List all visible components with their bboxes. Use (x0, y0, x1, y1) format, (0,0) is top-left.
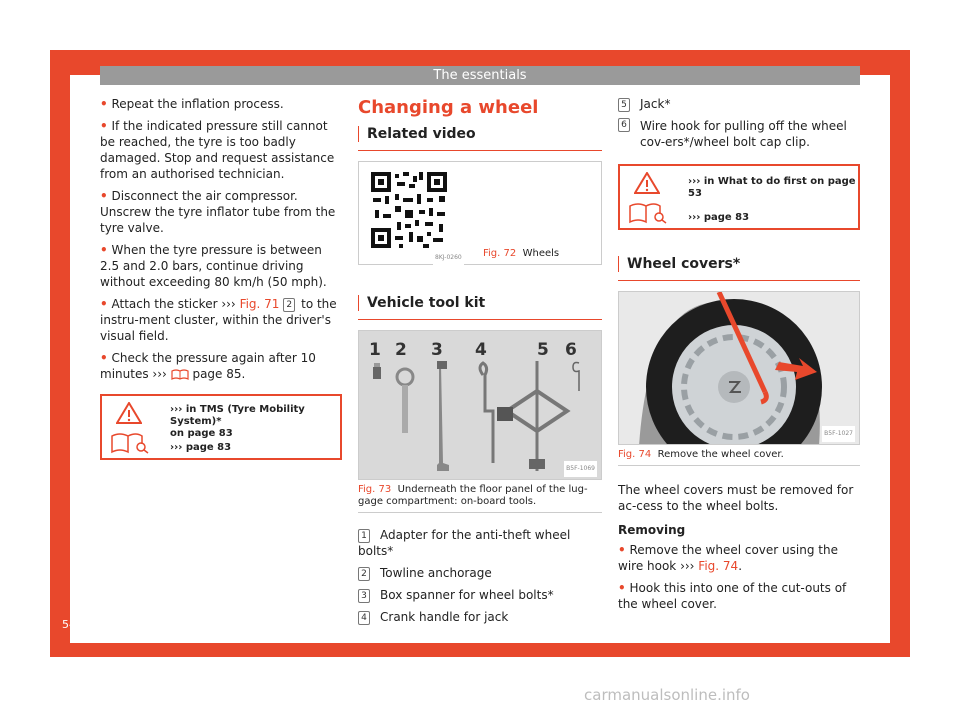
note-page-link[interactable]: ››› page 83 (170, 442, 232, 453)
warning-icon (116, 402, 142, 424)
figure-72 (358, 161, 602, 265)
tool-label: 6 (565, 340, 577, 360)
figure-caption: Fig. 72 Wheels (483, 248, 560, 259)
section-header: The essentials (100, 66, 860, 85)
subheading-vehicle-tool-kit: Vehicle tool kit (358, 295, 602, 320)
left-column (100, 96, 342, 460)
figure-caption: Fig. 73 Underneath the floor panel of the lug-gage compartment: on-board tools. (358, 484, 602, 513)
list-item: 1 Adapter for the anti-theft wheel bolts* (358, 528, 571, 558)
watermark: carmanualsonline.info (584, 686, 750, 704)
bullet-item: • When the tyre pressure is between 2.5 and 2.0 bars, continue driving without exceeding 80 km/h (50 mph). (100, 243, 327, 289)
warning-text[interactable]: ››› in What to do first on page 53 (688, 176, 856, 199)
callout-number: 2 (283, 298, 295, 312)
fig-link[interactable]: Fig. 71 (239, 297, 280, 311)
figure-code: 8KJ-0260 (433, 250, 464, 266)
tool-kit-illustration (359, 331, 601, 479)
tool-label: 1 (369, 340, 381, 360)
note-page-link[interactable]: ››› page 83 (688, 212, 750, 223)
list-item: 2 Towline anchorage (358, 565, 602, 581)
tool-label: 3 (431, 340, 443, 360)
right-column (618, 96, 860, 618)
subheading-related-video: Related video (358, 126, 602, 151)
book-icon (628, 202, 668, 224)
bullet-item: • If the indicated pressure still cannot be reached, the tyre is too badly damaged. Stop and request assistance from an authorised technician. (100, 119, 335, 181)
paragraph: The wheel covers must be removed for ac-cess to the wheel bolts. (618, 483, 854, 513)
figure-caption: Fig. 74 Remove the wheel cover. (618, 449, 860, 466)
list-item: 5 Jack* (618, 96, 860, 112)
figure-73 (358, 330, 602, 480)
warning-box (100, 394, 342, 460)
bullet-item: • Attach the sticker ››› Fig. 71 2 to the instru-ment cluster, within the driver's visual field. (100, 297, 337, 343)
middle-column (358, 96, 602, 631)
tool-label: 2 (395, 340, 407, 360)
warning-box (618, 164, 860, 230)
tool-label: 5 (537, 340, 549, 360)
subheading-wheel-covers: Wheel covers* (618, 256, 860, 281)
fig-link[interactable]: Fig. 74 (698, 559, 739, 573)
subsection-title: Removing (618, 523, 686, 537)
figure-74 (618, 291, 860, 445)
book-icon (110, 432, 150, 454)
page-number: 54 (62, 618, 76, 631)
bullet-item: • Check the pressure again after 10 minutes ››› page 85. (100, 351, 316, 381)
warning-text[interactable]: ››› in TMS (Tyre Mobility System)* on page 83 (170, 404, 305, 439)
figure-code: B5F-1027 (822, 426, 855, 442)
list-item: 3 Box spanner for wheel bolts* (358, 587, 602, 603)
figure-code: B5F-1069 (564, 461, 597, 477)
bullet-item: • Disconnect the air compressor. Unscrew the tyre inflator tube from the tyre valve. (100, 189, 336, 235)
tool-list (358, 527, 602, 625)
qr-code[interactable] (369, 170, 449, 250)
bullet-item: • Repeat the inflation process. (100, 97, 284, 111)
bullet-item: • Hook this into one of the cut-outs of the wheel cover. (618, 581, 847, 611)
bullet-item: • Remove the wheel cover using the wire hook ››› Fig. 74. (618, 543, 838, 573)
tool-label: 4 (475, 340, 487, 360)
section-title: Changing a wheel (358, 97, 539, 118)
book-icon (171, 369, 189, 380)
warning-icon (634, 172, 660, 194)
wheel-cover-illustration (619, 292, 860, 445)
list-item: 4 Crank handle for jack (358, 609, 602, 625)
list-item: 6 Wire hook for pulling off the wheel cov-ers*/wheel bolt cap clip. (618, 118, 860, 150)
